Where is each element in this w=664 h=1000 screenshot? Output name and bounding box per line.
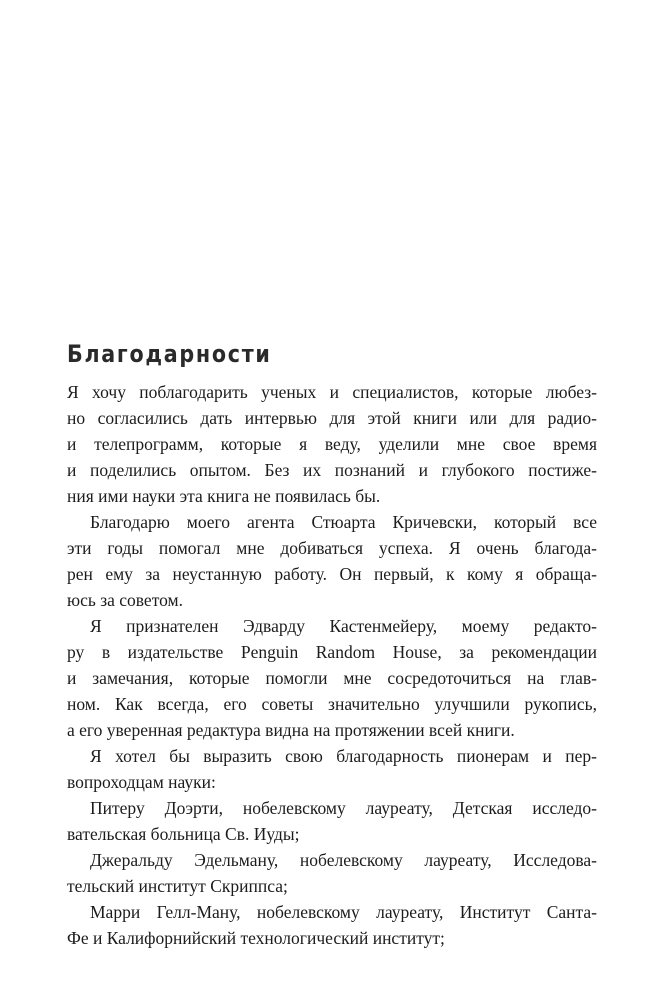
text-line: и поделились опытом. Без их познаний и глубокого постиже- [67,460,597,480]
text-line: но согласились дать интервью для этой книги или для радио- [67,408,597,428]
text-line: Марри Гелл-Ману, нобелевскому лауреату, Институт Санта- [90,902,597,922]
text-line: а его уверенная редактура видна на протяжении всей книги. [67,720,515,740]
text-line: вательская больница Св. Иуды; [67,824,300,844]
text-line: тельский институт Скриппса; [67,876,288,896]
text-line: ном. Как всегда, его советы значительно улучшили рукопись, [67,694,597,714]
text-line: и замечания, которые помогли мне сосредоточиться на глав- [67,668,597,688]
body-text [67,379,597,951]
text-line: юсь за советом. [67,590,183,610]
text-line: Я хочу поблагодарить ученых и специалистов, которые любез- [67,382,597,402]
text-line: Я хотел бы выразить свою благодарность пионерам и пер- [90,746,597,766]
text-line: и телепрограмм, которые я веду, уделили мне свое время [67,434,597,454]
text-line: ру в издательстве Penguin Random House, за рекомендации [67,642,597,662]
text-line: Благодарю моего агента Стюарта Кричевски, который все [90,512,597,532]
text-line: рен ему за неустанную работу. Он первый, к кому я обраща- [67,564,597,584]
text-line: Фе и Калифорнийский технологический институт; [67,928,445,948]
text-line: Я признателен Эдварду Кастенмейеру, моему редакто- [90,616,597,636]
text-line: ния ими науки эта книга не появилась бы. [67,486,381,506]
text-line: эти годы помогал мне добиваться успеха. Я очень благода- [67,538,597,558]
text-line: Джеральду Эдельману, нобелевскому лауреату, Исследова- [90,850,597,870]
text-line: Питеру Доэрти, нобелевскому лауреату, Детская исследо- [90,798,597,818]
text-line: вопроходцам науки: [67,772,216,792]
chapter-heading: Благодарности [67,340,272,368]
